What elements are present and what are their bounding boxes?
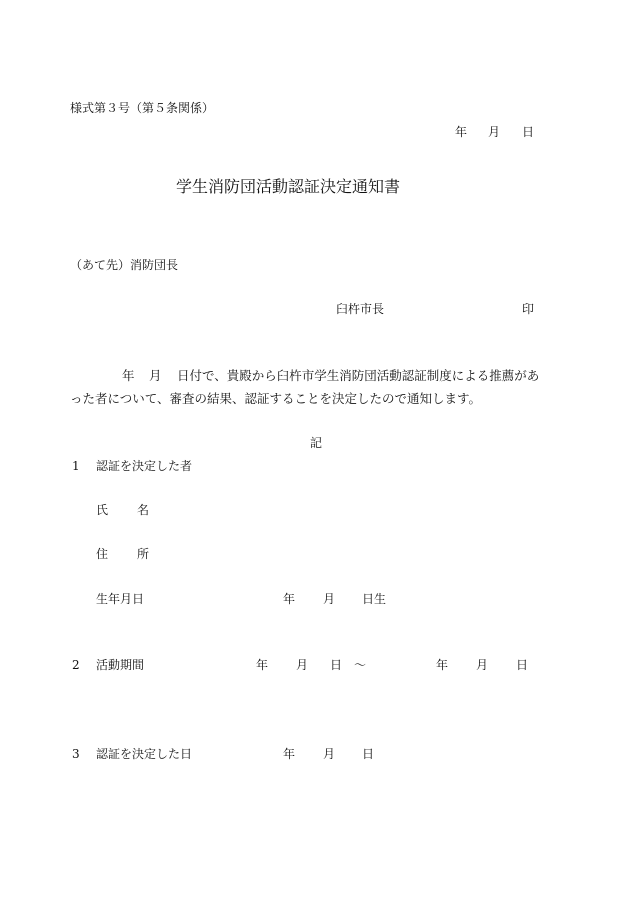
name-label-b: 名 [137, 503, 150, 517]
body-line-2: った者について、審査の結果、認証することを決定したので通知します。 [70, 391, 482, 406]
record-heading: 記 [310, 436, 323, 450]
period-to-month: 月 [476, 658, 489, 672]
section-2-number: 2 [72, 658, 80, 672]
period-from-year: 年 [256, 658, 269, 672]
body-month-label: 月 [149, 368, 162, 383]
section-2-label: 活動期間 [96, 658, 145, 672]
date-year-label: 年 [455, 125, 468, 139]
body-year-label: 年 [122, 368, 135, 383]
birthdate-label: 生年月日 [96, 592, 145, 606]
period-to-year: 年 [436, 658, 449, 672]
period-from-month: 月 [296, 658, 309, 672]
birth-month-label: 月 [323, 592, 336, 606]
address-label-a: 住 [96, 547, 109, 561]
decision-month-label: 月 [323, 747, 336, 761]
section-1-label: 認証を決定した者 [96, 459, 193, 473]
seal-mark: 印 [522, 302, 535, 316]
date-day-label: 日 [522, 125, 535, 139]
document-title: 学生消防団活動認証決定通知書 [176, 177, 401, 196]
name-label-a: 氏 [96, 503, 109, 517]
period-tilde: ～ [354, 658, 367, 672]
form-number: 様式第３号（第５条関係） [70, 101, 215, 115]
section-3-number: 3 [72, 747, 80, 761]
section-1-number: 1 [72, 459, 80, 473]
issuer-name: 臼杵市長 [336, 302, 385, 316]
section-3-label: 認証を決定した日 [96, 747, 193, 761]
period-from-day: 日 [330, 658, 343, 672]
birth-year-label: 年 [283, 592, 296, 606]
body-line-1: 日付で、貴殿から臼杵市学生消防団活動認証制度による推薦があ [177, 368, 540, 383]
birth-day-label: 日生 [362, 592, 387, 606]
date-month-label: 月 [488, 125, 501, 139]
address-label-b: 所 [137, 547, 150, 561]
addressee: （あて先）消防団長 [70, 258, 179, 272]
period-to-day: 日 [516, 658, 529, 672]
decision-day-label: 日 [362, 747, 375, 761]
decision-year-label: 年 [283, 747, 296, 761]
